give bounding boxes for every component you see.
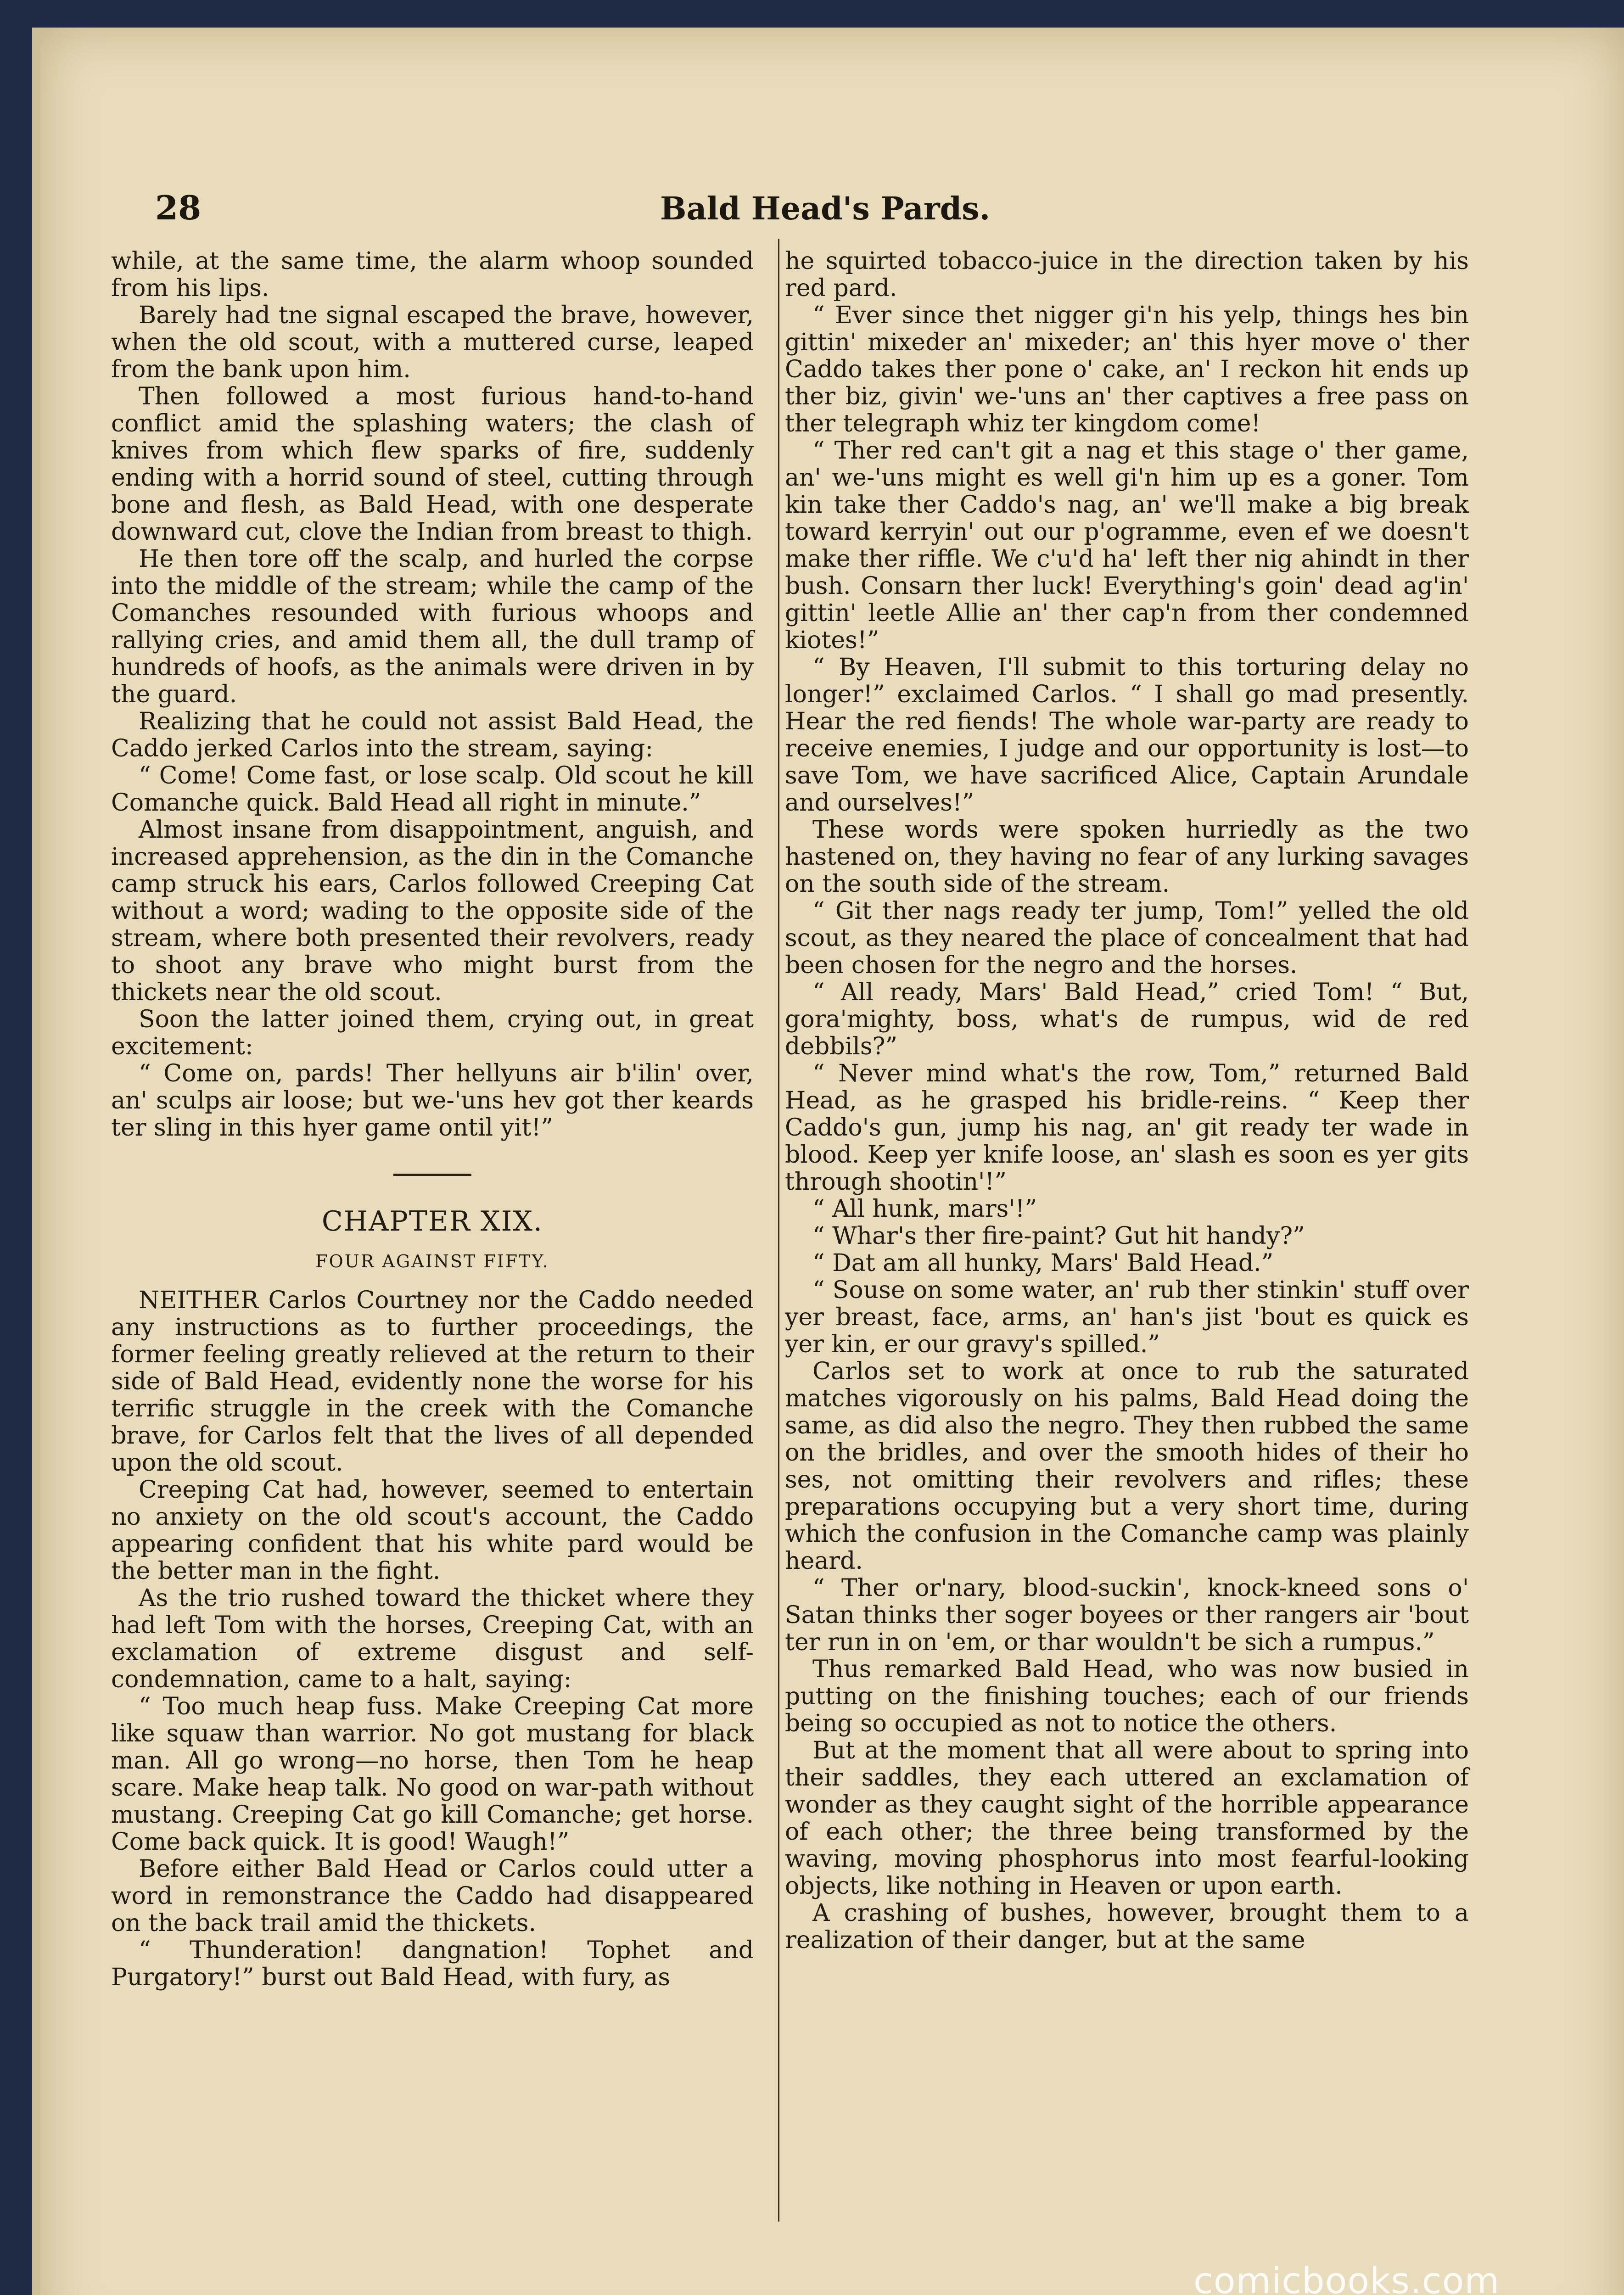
paragraph: Barely had tne signal escaped the brave, however, when the old scout, with a muttered curse, leaped from the bank upon him. [111, 302, 754, 383]
page-number: 28 [155, 188, 202, 227]
paragraph: Creeping Cat had, however, seemed to entertain no anxiety on the old scout's account, the Caddo appearing confident that his white pard would be the better man in the fight. [111, 1476, 754, 1585]
paragraph: “ Never mind what's the row, Tom,” returned Bald Head, as he grasped his bridle-reins. “ Keep ther Caddo's gun, jump his nag, an' git ready ter wade in blood. Keep yer knife loose, an' slash es soon es yer gits through shootin'!” [785, 1060, 1469, 1196]
paragraph: Thus remarked Bald Head, who was now busied in putting on the finishing touches; each of our friends being so occupied as not to notice the others. [785, 1656, 1469, 1737]
paragraph: Soon the latter joined them, crying out, in great excitement: [111, 1006, 754, 1060]
paragraph: “ Ther red can't git a nag et this stage o' ther game, an' we-'uns might es well gi'n him up es a goner. Tom kin take ther Caddo's nag, an' we'll make a big break toward kerryin' out our p'ogramme, even ef we doesn't make ther riffle. We c'u'd ha' left ther nig ahindt in ther bush. Consarn ther luck! Everything's goin' dead ag'in' gittin' leetle Allie an' ther cap'n from ther condemned kiotes!” [785, 437, 1469, 654]
section-rule [393, 1174, 471, 1176]
paragraph: NEITHER Carlos Courtney nor the Caddo needed any instructions as to further proceedings, the former feeling greatly relieved at the return to their side of Bald Head, evidently none the worse for his terrific struggle in the creek with the Comanche brave, for Carlos felt that the lives of all depended upon the old scout. [111, 1287, 754, 1477]
right-column [785, 248, 1469, 1954]
running-title: Bald Head's Pards. [660, 190, 991, 227]
left-column [111, 248, 754, 1991]
paragraph: “ Too much heap fuss. Make Creeping Cat more like squaw than warrior. No got mustang for black man. All go wrong—no horse, then Tom he heap scare. Make heap talk. No good on war-path without mustang. Creeping Cat go kill Comanche; get horse. Come back quick. It is good! Waugh!” [111, 1693, 754, 1856]
chapter-subtitle: FOUR AGAINST FIFTY. [315, 1251, 549, 1271]
paragraph: A crashing of bushes, however, brought them to a realization of their danger, but at the same [785, 1899, 1469, 1954]
paragraph: “ Git ther nags ready ter jump, Tom!” yelled the old scout, as they neared the place of concealment that had been chosen for the negro and the horses. [785, 897, 1469, 979]
paragraph: As the trio rushed toward the thicket where they had left Tom with the horses, Creeping Cat, with an exclamation of extreme disgust and self-condemnation, came to a halt, saying: [111, 1584, 754, 1693]
paragraph: Before either Bald Head or Carlos could utter a word in remonstrance the Caddo had disappeared on the back trail amid the thickets. [111, 1855, 754, 1937]
paragraph: “ By Heaven, I'll submit to this torturing delay no longer!” exclaimed Carlos. “ I shall go mad presently. Hear the red fiends! The whole war-party are ready to receive enemies, I judge and our opportunity is lost—to save Tom, we have sacrificed Alice, Captain Arundale and ourselves!” [785, 654, 1469, 817]
paragraph: “ Come on, pards! Ther hellyuns air b'ilin' over, an' sculps air loose; but we-'uns hev got ther keards ter sling in this hyer game ontil yit!” [111, 1060, 754, 1142]
paragraph: “ Whar's ther fire-paint? Gut hit handy?” [812, 1222, 1305, 1250]
paragraph: Almost insane from disappointment, anguish, and increased apprehension, as the din in the Comanche camp struck his ears, Carlos followed Creeping Cat without a word; wading to the opposite side of the stream, where both presented their revolvers, ready to shoot any brave who might burst from the thickets near the old scout. [111, 816, 754, 1006]
paragraph: These words were spoken hurriedly as the two hastened on, they having no fear of any lurking savages on the south side of the stream. [785, 816, 1469, 898]
paragraph: “ Ever since thet nigger gi'n his yelp, things hes bin gittin' mixeder an' mixeder; an' this hyer move o' ther Caddo takes ther pone o' cake, an' I reckon hit ends up ther biz, givin' we-'uns an' ther captives a free pass on ther telegraph whiz ter kingdom come! [785, 302, 1469, 437]
paragraph: he squirted tobacco-juice in the direction taken by his red pard. [785, 247, 1469, 302]
paragraph: while, at the same time, the alarm whoop sounded from his lips. [111, 247, 754, 302]
column-divider [778, 239, 779, 2222]
paragraph: “ Come! Come fast, or lose scalp. Old scout he kill Comanche quick. Bald Head all right in minute.” [111, 762, 754, 817]
paragraph: “ Ther or'nary, blood-suckin', knock-kneed sons o' Satan thinks ther soger boyees or ther rangers air 'bout ter run in on 'em, or thar wouldn't be sich a rumpus.” [785, 1574, 1469, 1656]
paragraph: “ Thunderation! dangnation! Tophet and Purgatory!” burst out Bald Head, with fury, as [111, 1937, 754, 1991]
paragraph: But at the moment that all were about to spring into their saddles, they each uttered an exclamation of wonder as they caught sight of the horrible appearance of each other; the three being transformed by the waving, moving phosphorus into most fearful-looking objects, like nothing in Heaven or upon earth. [785, 1737, 1469, 1900]
paragraph: “ Souse on some water, an' rub ther stinkin' stuff over yer breast, face, arms, an' han's jist 'bout es quick es yer kin, er our gravy's spilled.” [785, 1276, 1469, 1358]
paragraph: “ Dat am all hunky, Mars' Bald Head.” [812, 1249, 1274, 1277]
paragraph: He then tore off the scalp, and hurled the corpse into the middle of the stream; while the camp of the Comanches resounded with furious whoops and rallying cries, and amid them all, the dull tramp of hundreds of hoofs, as the animals were driven in by the guard. [111, 545, 754, 708]
paragraph: “ All hunk, mars'!” [812, 1195, 1037, 1223]
site-watermark: comicbooks.com [1193, 2261, 1500, 2295]
paragraph: Carlos set to work at once to rub the saturated matches vigorously on his palms, Bald Head doing the same, as did also the negro. They then rubbed the same on the bridles, and over the smooth hides of their ho ses, not omitting their revolvers and rifles; these preparations occupying but a very short time, during which the confusion in the Comanche camp was plainly heard. [785, 1358, 1469, 1575]
paragraph: Realizing that he could not assist Bald Head, the Caddo jerked Carlos into the stream, saying: [111, 708, 754, 762]
chapter-heading: CHAPTER XIX. [321, 1205, 543, 1237]
paragraph: “ All ready, Mars' Bald Head,” cried Tom! “ But, gora'mighty, boss, what's de rumpus, wid de red debbils?” [785, 979, 1469, 1060]
paragraph: Then followed a most furious hand-to-hand conflict amid the splashing waters; the clash of knives from which flew sparks of fire, suddenly ending with a horrid sound of steel, cutting through bone and flesh, as Bald Head, with one desperate downward cut, clove the Indian from breast to thigh. [111, 383, 754, 546]
